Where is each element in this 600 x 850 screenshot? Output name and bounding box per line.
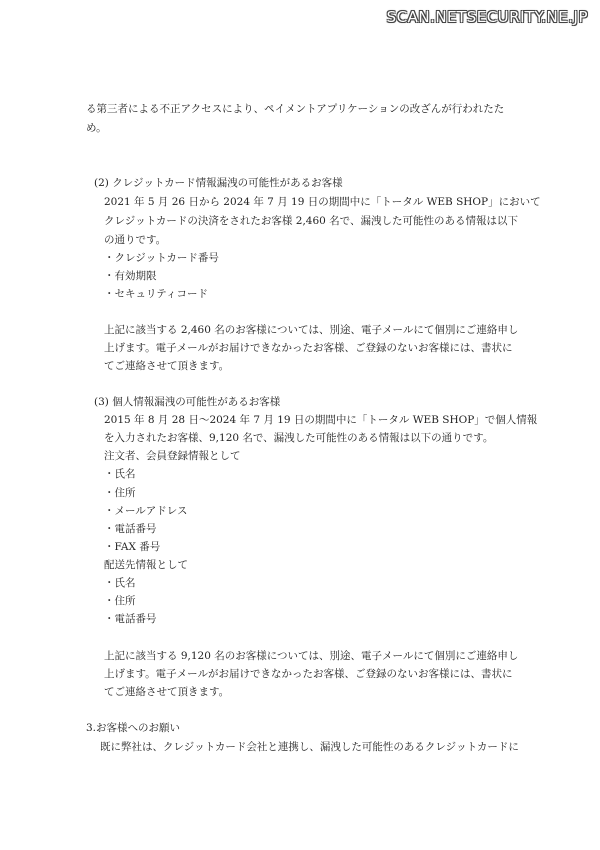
section-3-notice-line: 上げます。電子メールがお届けできなかったお客様、ご登録のないお客様には、書状に [104,668,513,680]
section-2-notice-line: てご連絡させて頂きます。 [104,360,230,372]
site-watermark: SCAN.NETSECURITY.NE.JP [386,8,588,26]
section-2-list-item: ・有効期限 [104,270,157,282]
section-2-list-item: ・セキュリティコード [104,288,208,300]
section-2-body-line: 2021 年 5 月 26 日から 2024 年 7 月 19 日の期間中に「トータル WEB SHOP」において [104,196,541,208]
intro-line-2: め。 [86,122,107,134]
section-3-group-label: 配送先情報として [104,559,188,571]
section-2-body-line: クレジットカードの決済をされたお客様 2,460 名で、漏洩した可能性のある情報は以下 [104,215,518,227]
section-3-list-item: ・電話番号 [104,613,157,625]
section-3-list-item: ・FAX 番号 [104,541,161,553]
request-section-heading: 3.お客様へのお願い [86,722,181,734]
section-3-notice-line: 上記に該当する 9,120 名のお客様については、別途、電子メールにて個別にご連絡申し [104,650,519,662]
section-3-list-item: ・電話番号 [104,523,157,535]
section-3-list-item: ・氏名 [104,577,136,589]
section-2-list-item: ・クレジットカード番号 [104,252,219,264]
section-3-body-line: 2015 年 8 月 28 日～2024 年 7 月 19 日の期間中に「トータル WEB SHOP」で個人情報 [104,414,538,426]
section-3-list-item: ・メールアドレス [104,505,188,517]
section-3-notice-line: てご連絡させて頂きます。 [104,686,230,698]
section-3-list-item: ・住所 [104,595,136,607]
section-2-body-line: の通りです。 [104,234,167,246]
section-2-heading: (2) クレジットカード情報漏洩の可能性があるお客様 [94,177,343,189]
section-3-list-item: ・住所 [104,487,136,499]
section-2-notice-line: 上げます。電子メールがお届けできなかったお客様、ご登録のないお客様には、書状に [104,342,513,354]
section-3-body-line: を入力されたお客様、9,120 名で、漏洩した可能性のある情報は以下の通りです。 [104,432,494,444]
section-3-list-item: ・氏名 [104,468,136,480]
section-3-heading: (3) 個人情報漏洩の可能性があるお客様 [94,396,281,408]
request-section-line: 既に弊社は、クレジットカード会社と連携し、漏洩した可能性のあるクレジットカードに [100,741,519,753]
section-3-group-label: 注文者、会員登録情報として [104,450,241,462]
intro-line-1: る第三者による不正アクセスにより、ペイメントアプリケーションの改ざんが行われたた [86,103,505,115]
section-2-notice-line: 上記に該当する 2,460 名のお客様については、別途、電子メールにて個別にご連絡申し [104,324,519,336]
